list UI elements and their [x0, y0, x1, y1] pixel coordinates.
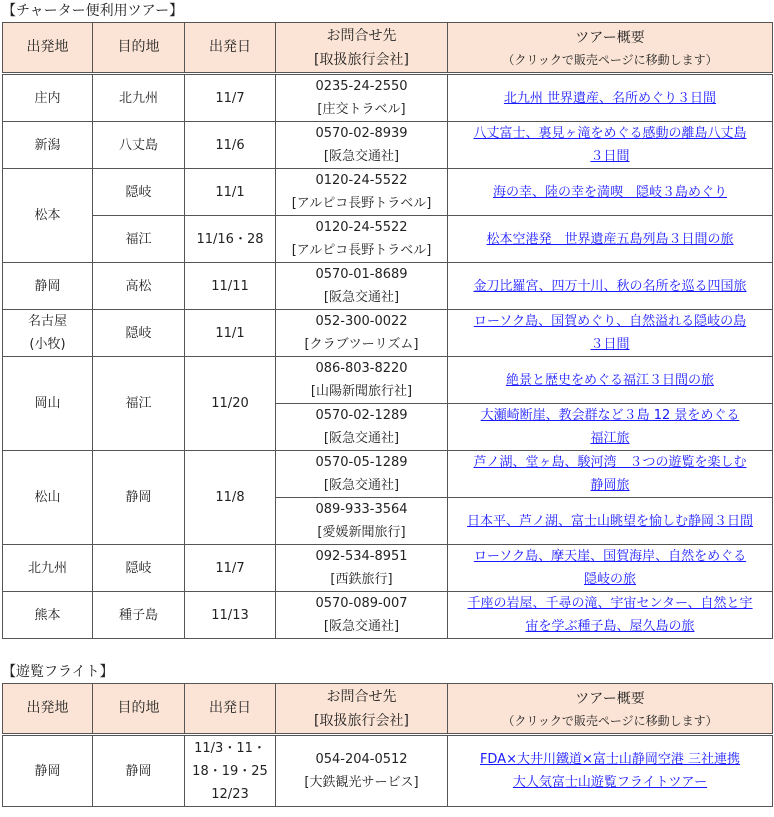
flight-header-row: [3, 684, 773, 735]
phone-text: 0120-24-5522: [315, 220, 408, 235]
header-contact: [276, 23, 448, 74]
contact-cell: [276, 263, 448, 310]
header-origin: 出発地: [3, 684, 93, 735]
agency-text: [阪急交通社]: [323, 431, 400, 446]
tour-cell: [448, 74, 773, 122]
tour-cell: [448, 122, 773, 169]
tour-link[interactable]: 海の幸、陸の幸を満喫 隠岐３島めぐり: [492, 184, 727, 200]
date-cell: 11/7: [185, 545, 276, 592]
date-cell: [185, 735, 276, 807]
agency-text: [阪急交通社]: [323, 619, 400, 634]
agency-text: [アルピコ長野トラベル]: [291, 196, 432, 211]
phone-text: 0570-01-8689: [315, 267, 408, 282]
agency-text: [山陽新聞旅行社]: [310, 384, 413, 399]
header-contact-line1: お問合せ先: [326, 688, 397, 705]
header-contact: [276, 684, 448, 735]
contact-cell: [276, 216, 448, 263]
tour-cell: [448, 592, 773, 639]
header-destination: 目的地: [93, 23, 185, 74]
destination-cell: 隠岐: [93, 545, 185, 592]
charter-header-row: [3, 23, 773, 74]
agency-text: [西鉄旅行]: [330, 572, 393, 587]
header-tour-line2: （クリックで販売ページに移動します）: [502, 52, 718, 67]
table-row: [3, 263, 773, 310]
header-tour-line1: ツアー概要: [575, 29, 645, 46]
agency-text: [大鉄観光サービス]: [304, 775, 419, 790]
destination-cell: 北九州: [93, 74, 185, 122]
tour-cell: [448, 263, 773, 310]
tour-cell: [448, 216, 773, 263]
table-row: [3, 74, 773, 122]
table-row: [3, 310, 773, 357]
date-cell: 11/1: [185, 169, 276, 216]
destination-cell: 隠岐: [93, 169, 185, 216]
table-row: [3, 169, 773, 216]
origin-cell: 松山: [3, 451, 93, 545]
table-row: [3, 545, 773, 592]
phone-text: 0570-02-8939: [315, 126, 408, 141]
contact-cell: [276, 74, 448, 122]
origin-line2: (小牧): [29, 337, 66, 352]
phone-text: 086-803-8220: [315, 361, 408, 376]
phone-text: 092-534-8951: [315, 549, 408, 564]
date-cell: 11/1: [185, 310, 276, 357]
phone-text: 089-933-3564: [315, 502, 408, 517]
table-row: [3, 735, 773, 807]
agency-text: [阪急交通社]: [323, 149, 400, 164]
origin-cell: [3, 310, 93, 357]
phone-text: 0235-24-2550: [315, 79, 408, 94]
agency-text: [愛媛新聞旅行]: [317, 525, 406, 540]
contact-cell: [276, 451, 448, 498]
tour-link[interactable]: 金刀比羅宮、四万十川、秋の名所を巡る四国旅: [473, 278, 747, 294]
destination-cell: 隠岐: [93, 310, 185, 357]
agency-text: [阪急交通社]: [323, 290, 400, 305]
charter-table: [2, 22, 773, 639]
tour-cell: [448, 451, 773, 498]
date-cell: 11/20: [185, 357, 276, 451]
phone-text: 052-300-0022: [315, 314, 408, 329]
tour-link[interactable]: FDA×大井川鐵道×富士山静岡空港 三社連携 大人気富士山遊覧フライトツアー: [479, 752, 741, 790]
tour-link[interactable]: 芦ノ湖、堂ヶ島、駿河湾 ３つの遊覧を楽しむ 静岡旅: [473, 455, 747, 493]
destination-cell: 高松: [93, 263, 185, 310]
tour-cell: [448, 357, 773, 404]
date-cell: 11/16・28: [185, 216, 276, 263]
header-tour-line2: （クリックで販売ページに移動します）: [502, 713, 718, 728]
contact-cell: [276, 169, 448, 216]
contact-cell: [276, 498, 448, 545]
date-line: 18・19・25: [192, 763, 268, 779]
date-cell: 11/8: [185, 451, 276, 545]
origin-cell: 松本: [3, 169, 93, 263]
origin-cell: 熊本: [3, 592, 93, 639]
contact-cell: [276, 735, 448, 807]
destination-cell: 福江: [93, 216, 185, 263]
tour-cell: [448, 404, 773, 451]
tour-link[interactable]: 日本平、芦ノ湖、富士山眺望を愉しむ静岡３日間: [466, 513, 753, 529]
tour-cell: [448, 169, 773, 216]
tour-link[interactable]: ローソク島、国賀めぐり、自然溢れる隠岐の島 ３日間: [473, 314, 747, 352]
table-row: [3, 122, 773, 169]
header-contact-line1: お問合せ先: [326, 27, 397, 44]
tour-link[interactable]: 八丈富士、裏見ヶ滝をめぐる感動の離島八丈島 ３日間: [473, 126, 747, 164]
date-cell: 11/7: [185, 74, 276, 122]
header-tour: [448, 684, 773, 735]
header-destination: 目的地: [93, 684, 185, 735]
origin-line1: 名古屋: [27, 314, 67, 329]
phone-text: 054-204-0512: [315, 752, 408, 767]
destination-cell: 種子島: [93, 592, 185, 639]
table-row: [3, 592, 773, 639]
header-contact-line2: [取扱旅行会社]: [314, 51, 409, 68]
date-line: 12/23: [211, 786, 249, 802]
agency-text: [クラブツーリズム]: [304, 337, 419, 352]
phone-text: 0570-02-1289: [315, 408, 408, 423]
flight-section-title: 【遊覧フライト】: [2, 664, 114, 680]
tour-link[interactable]: 松本空港発 世界遺産五島列島３日間の旅: [486, 231, 734, 247]
agency-text: [庄交トラベル]: [317, 102, 406, 117]
table-row: [3, 216, 773, 263]
contact-cell: [276, 310, 448, 357]
tour-cell: [448, 735, 773, 807]
tour-cell: [448, 310, 773, 357]
date-cell: 11/13: [185, 592, 276, 639]
contact-cell: [276, 404, 448, 451]
contact-cell: [276, 122, 448, 169]
header-tour: [448, 23, 773, 74]
destination-cell: 静岡: [93, 451, 185, 545]
origin-cell: 岡山: [3, 357, 93, 451]
phone-text: 0570-05-1289: [315, 455, 408, 470]
header-date: 出発日: [185, 23, 276, 74]
phone-text: 0570-089-007: [315, 596, 408, 611]
header-tour-line1: ツアー概要: [575, 690, 645, 707]
contact-cell: [276, 592, 448, 639]
header-date: 出発日: [185, 684, 276, 735]
tour-link[interactable]: ローソク島、摩天崖、国賀海岸、自然をめぐる 隠岐の旅: [473, 549, 747, 587]
tour-cell: [448, 545, 773, 592]
table-row: [3, 357, 773, 404]
tour-link[interactable]: 大瀬崎断崖、教会群など３島 12 景をめぐる 福江旅: [480, 408, 740, 446]
charter-section-title: 【チャーター便利用ツアー】: [2, 3, 184, 19]
destination-cell: 八丈島: [93, 122, 185, 169]
origin-cell: 静岡: [3, 263, 93, 310]
header-contact-line2: [取扱旅行会社]: [314, 712, 409, 729]
date-line: 11/3・11・: [194, 740, 266, 756]
origin-cell: 北九州: [3, 545, 93, 592]
origin-cell: 静岡: [3, 735, 93, 807]
destination-cell: 静岡: [93, 735, 185, 807]
tour-cell: [448, 498, 773, 545]
origin-cell: 庄内: [3, 74, 93, 122]
contact-cell: [276, 357, 448, 404]
phone-text: 0120-24-5522: [315, 173, 408, 188]
date-cell: 11/6: [185, 122, 276, 169]
agency-text: [阪急交通社]: [323, 478, 400, 493]
date-cell: 11/11: [185, 263, 276, 310]
origin-cell: 新潟: [3, 122, 93, 169]
tour-link[interactable]: 絶景と歴史をめぐる福江３日間の旅: [505, 372, 714, 388]
flight-table: [2, 683, 773, 807]
destination-cell: 福江: [93, 357, 185, 451]
agency-text: [アルピコ長野トラベル]: [291, 243, 432, 258]
tour-link[interactable]: 北九州 世界遺産、名所めぐり３日間: [503, 90, 717, 106]
table-row: [3, 451, 773, 498]
tour-link[interactable]: 千座の岩屋、千尋の滝、宇宙センター、自然と宇 宙を学ぶ種子島、屋久島の旅: [467, 596, 753, 634]
header-origin: 出発地: [3, 23, 93, 74]
contact-cell: [276, 545, 448, 592]
